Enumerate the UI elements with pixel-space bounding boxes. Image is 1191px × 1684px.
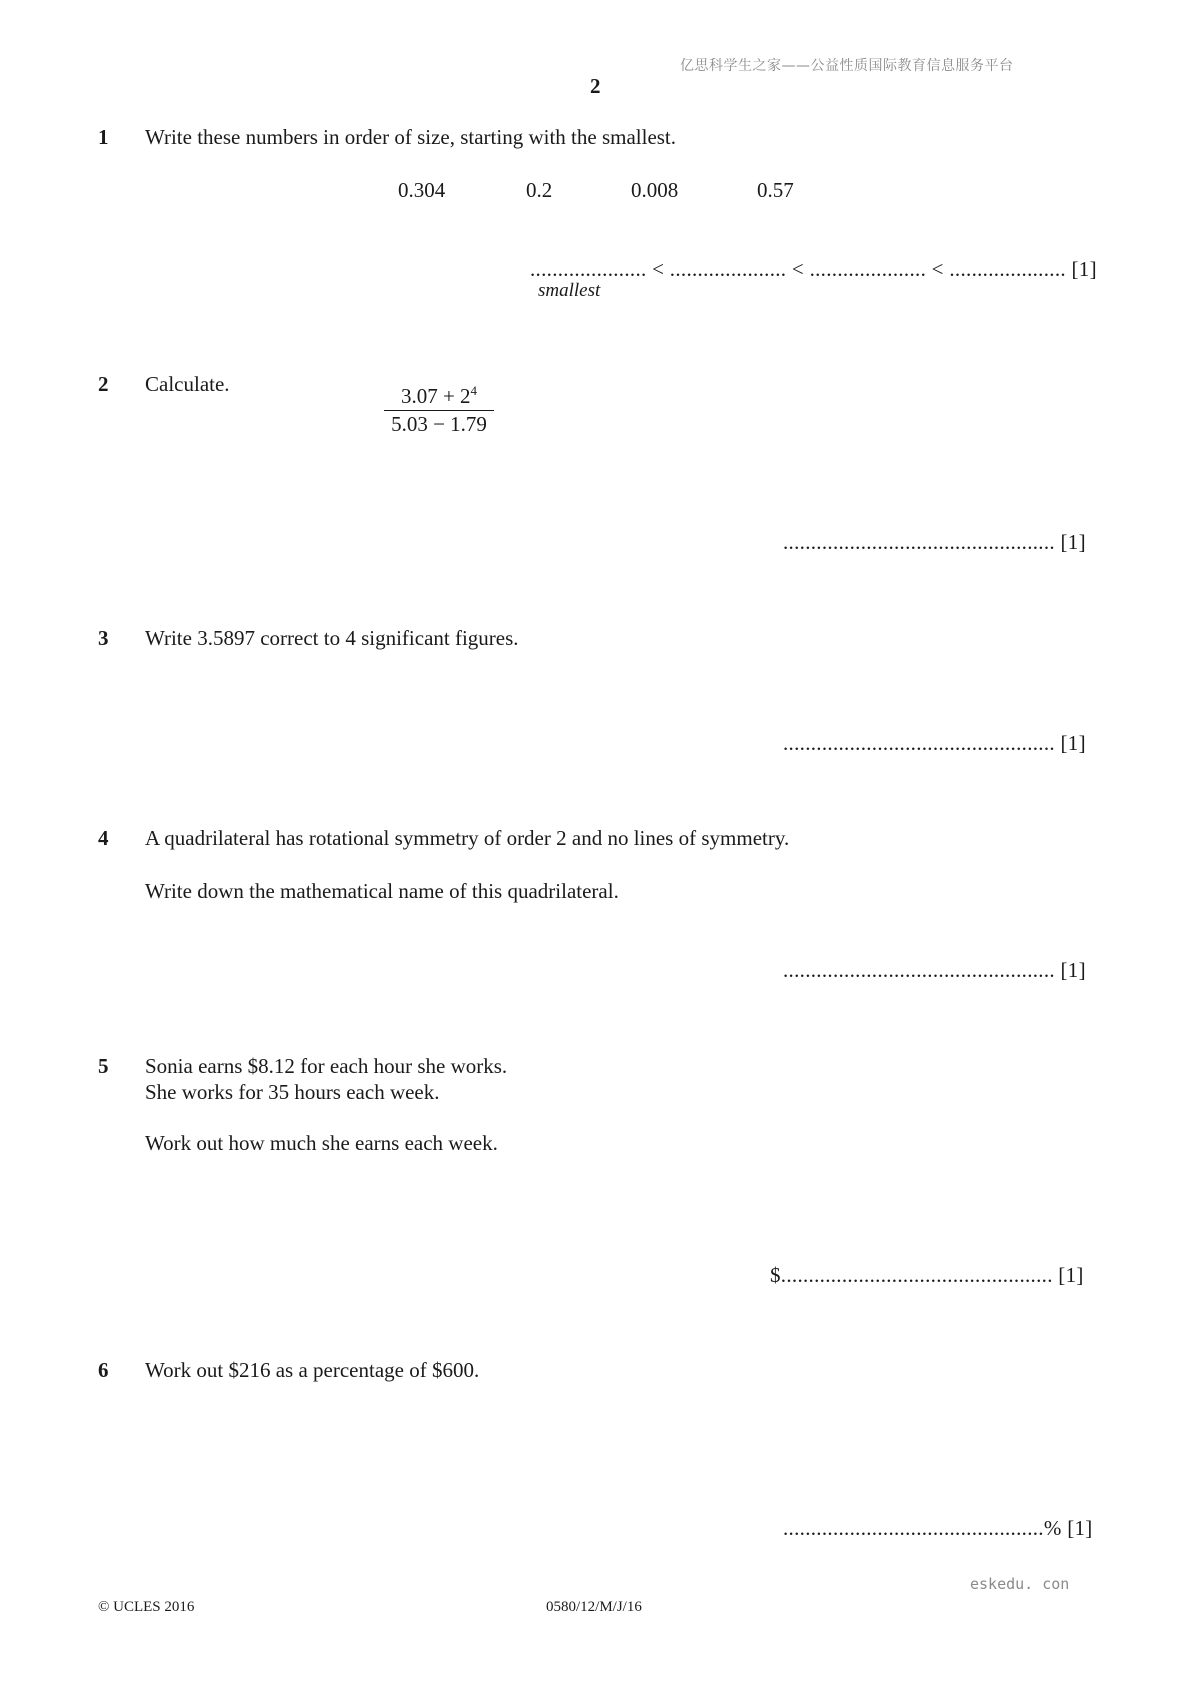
- question-3-number: 3: [98, 626, 109, 650]
- question-5-number: 5: [98, 1054, 109, 1078]
- question-4-text-2: Write down the mathematical name of this quadrilateral.: [145, 879, 619, 903]
- question-3-answer-line[interactable]: ................................................. [1]: [783, 731, 1086, 755]
- question-5-text: Sonia earns $8.12 for each hour she works.: [145, 1054, 508, 1078]
- page-number: 2: [590, 74, 601, 98]
- question-4-number: 4: [98, 826, 109, 850]
- footer-copyright: © UCLES 2016: [98, 1599, 195, 1615]
- watermark-bottom: eskedu. con: [970, 1575, 1070, 1593]
- numerator-exponent: 4: [470, 383, 478, 398]
- question-4-answer-line[interactable]: ................................................. [1]: [783, 958, 1086, 982]
- numerator-base: 3.07 + 2: [400, 384, 471, 408]
- fraction-denominator: 5.03 − 1.79: [391, 412, 487, 436]
- question-1-value: 0.57: [757, 178, 794, 202]
- question-5-text-2: She works for 35 hours each week.: [145, 1080, 440, 1104]
- question-2-fraction: [384, 383, 494, 437]
- question-6-number: 6: [98, 1358, 109, 1382]
- question-1-value: 0.304: [398, 178, 446, 202]
- question-2-answer-line[interactable]: ................................................. [1]: [783, 530, 1086, 554]
- question-1-value: 0.2: [526, 178, 553, 202]
- question-5-text-3: Work out how much she earns each week.: [145, 1131, 498, 1155]
- question-6-text: Work out $216 as a percentage of $600.: [145, 1358, 480, 1382]
- question-2-number: 2: [98, 372, 109, 396]
- footer-paper-code: 0580/12/M/J/16: [546, 1599, 642, 1615]
- question-3-text: Write 3.5897 correct to 4 significant figures.: [145, 626, 519, 650]
- question-6-answer-line[interactable]: ...............................................% [1]: [783, 1516, 1093, 1540]
- question-2-text: Calculate.: [145, 372, 230, 396]
- question-1-value: 0.008: [631, 178, 679, 202]
- question-1-answer-caption: smallest: [538, 280, 601, 301]
- watermark-top: 亿思科学生之家——公益性质国际教育信息服务平台: [680, 58, 1014, 74]
- question-1-number: 1: [98, 125, 109, 149]
- fraction-numerator: [384, 383, 494, 411]
- question-1-answer-line[interactable]: ..................... < ..................... < ..................... < ..................... [1]: [530, 257, 1097, 281]
- question-4-text: A quadrilateral has rotational symmetry of order 2 and no lines of symmetry.: [145, 826, 790, 850]
- question-1-text: Write these numbers in order of size, starting with the smallest.: [145, 125, 677, 149]
- question-5-answer-line[interactable]: $................................................. [1]: [770, 1263, 1084, 1287]
